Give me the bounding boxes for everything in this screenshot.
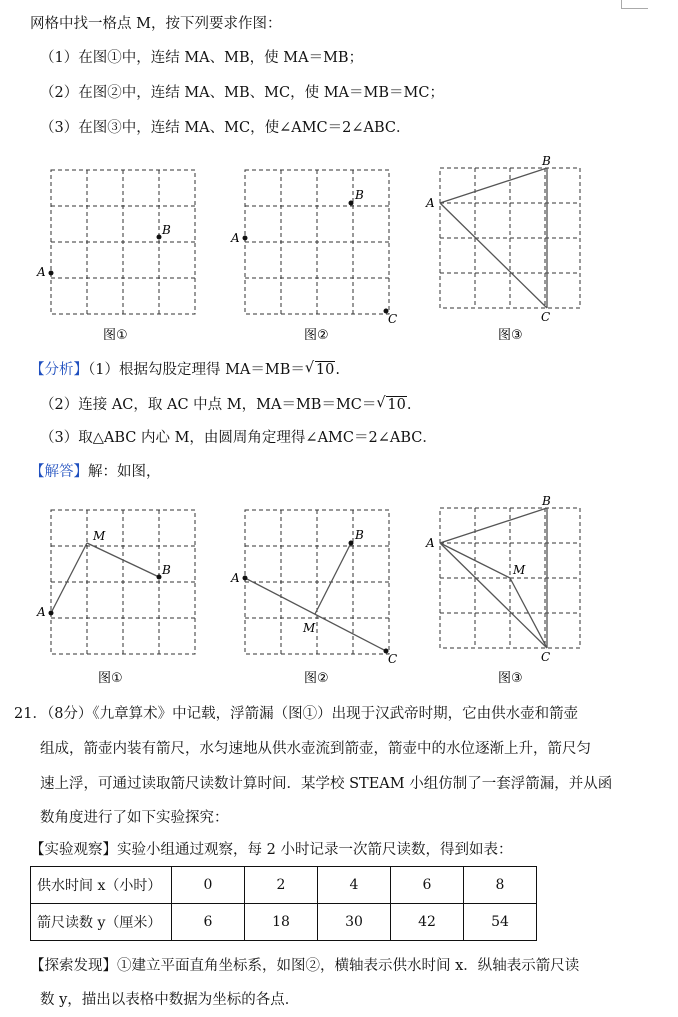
- solution-figure-3: [425, 494, 580, 664]
- answer-line: [30, 462, 161, 482]
- point-label-c: C: [541, 310, 551, 324]
- sqrt-10: √ 10: [304, 360, 335, 378]
- sqrt-10: √ 10: [376, 395, 406, 413]
- explore-text-1: ①建立平面直角坐标系，如图②，横轴表示供水时间 x．纵轴表示箭尺读: [117, 958, 580, 974]
- solution-fig3-label: 图③: [498, 671, 523, 686]
- point-label-c: C: [388, 312, 398, 326]
- question-figure-1: [36, 170, 195, 314]
- row-header-x: 供水时间 x（小时）: [31, 867, 172, 904]
- table-cell: 4: [318, 867, 391, 904]
- question-figure-3: [425, 154, 580, 324]
- q21-line-1: 21．（8分）《九章算术》中记载，浮箭漏（图①）出现于汉武帝时期，它由供水壶和箭壶: [14, 706, 579, 722]
- table-cell: 0: [172, 867, 245, 904]
- table-cell: 30: [318, 904, 391, 941]
- point-label-b: B: [542, 494, 551, 508]
- fig3-label: 图③: [498, 328, 523, 340]
- analysis-2-text: （2）连接 AC，取 AC 中点 M，MA＝MB＝MC＝: [40, 397, 377, 413]
- analysis-line-3: （3）取△ABC 内心 M，由圆周角定理得∠AMC＝2∠ABC．: [40, 430, 437, 446]
- solution-figure-1: [36, 510, 195, 654]
- point-label-m: M: [513, 563, 526, 577]
- point-label-a: A: [37, 265, 46, 279]
- observe-tag: 【实验观察】: [30, 842, 117, 858]
- table-cell: 6: [391, 867, 464, 904]
- point-label-b: B: [355, 188, 364, 202]
- table-cell: 6: [172, 904, 245, 941]
- q21-line-4: 数角度进行了如下实验探究：: [40, 810, 229, 826]
- q21-line-3: 速上浮，可通过读取箭尺读数计算时间．某学校 STEAM 小组仿制了一套浮箭漏，并从函: [40, 776, 613, 792]
- point-label-a: A: [426, 196, 435, 210]
- point-label-a: A: [37, 605, 46, 619]
- fig2-label: 图②: [304, 328, 329, 340]
- table-row: [31, 904, 537, 941]
- point-label-a: A: [231, 231, 240, 245]
- point-label-c: C: [541, 650, 551, 664]
- page-corner-mark: [621, 0, 648, 9]
- row-header-y: 箭尺读数 y（厘米）: [31, 904, 172, 941]
- table-cell: 42: [391, 904, 464, 941]
- table-cell: 18: [245, 904, 318, 941]
- answer-tag: 【解答】: [30, 464, 88, 480]
- explore-tag: 【探索发现】: [30, 958, 117, 974]
- requirement-2: （2）在图②中，连结 MA、MB、MC，使 MA＝MB＝MC；: [40, 85, 444, 101]
- fig1-label: 图①: [103, 328, 128, 340]
- solution-fig2-label: 图②: [304, 671, 329, 686]
- q21-line-2: 组成，箭壶内装有箭尺，水匀速地从供水壶流到箭壶，箭壶中的水位逐渐上升，箭尺匀: [40, 741, 591, 757]
- observe-text: 实验小组通过观察，每 2 小时记录一次箭尺读数，得到如表：: [117, 842, 513, 858]
- point-label-c: C: [388, 652, 398, 666]
- point-label-b: B: [355, 528, 364, 542]
- analysis-line-1: 【分析】（1）根据勾股定理得 MA＝MB＝ √ 10.: [30, 360, 340, 378]
- point-label-a: A: [231, 571, 240, 585]
- answer-text: 解：如图，: [88, 464, 161, 480]
- table-row: [31, 867, 537, 904]
- point-label-m: M: [93, 529, 106, 543]
- explore-line-1: [30, 956, 579, 976]
- question-figure-2: [230, 170, 397, 326]
- data-table: [30, 866, 537, 941]
- problem-intro: 网格中找一格点 M，按下列要求作图：: [30, 16, 282, 32]
- question-figures: [0, 150, 678, 340]
- analysis-1-text: （1）根据勾股定理得 MA＝MB＝: [88, 362, 305, 378]
- requirement-1: （1）在图①中，连结 MA、MB，使 MA＝MB；: [40, 50, 364, 66]
- solution-fig1-label: 图①: [98, 671, 123, 686]
- table-cell: 8: [464, 867, 537, 904]
- table-cell: 2: [245, 867, 318, 904]
- point-label-b: B: [162, 223, 171, 237]
- table-cell: 54: [464, 904, 537, 941]
- analysis-tag: 【分析】: [30, 362, 88, 378]
- solution-figure-2: [230, 510, 397, 666]
- point-label-b: B: [542, 154, 551, 168]
- point-label-m: M: [303, 621, 316, 635]
- point-label-a: A: [426, 536, 435, 550]
- requirement-3: （3）在图③中，连结 MA、MC，使∠AMC＝2∠ABC．: [40, 120, 411, 136]
- analysis-line-2: （2）连接 AC，取 AC 中点 M，MA＝MB＝MC＝ √ 10.: [40, 395, 412, 413]
- solution-figures: [0, 490, 678, 690]
- point-label-b: B: [162, 563, 171, 577]
- explore-line-2: 数 y，描出以表格中数据为坐标的各点．: [40, 992, 300, 1008]
- observe-line: [30, 840, 512, 860]
